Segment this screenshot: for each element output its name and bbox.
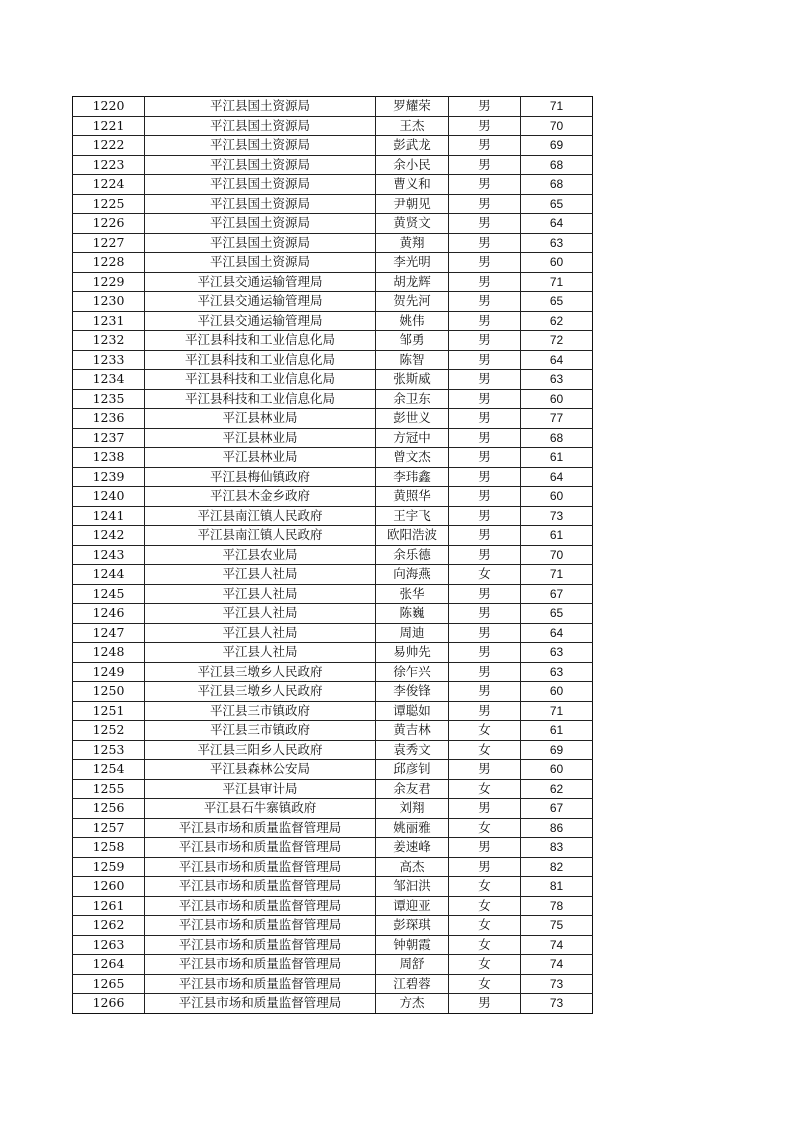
cell-score: 69	[521, 136, 593, 156]
cell-serial-number: 1241	[73, 506, 145, 526]
table-row	[73, 857, 593, 877]
cell-gender: 女	[449, 721, 521, 741]
table-row	[73, 643, 593, 663]
cell-serial-number: 1220	[73, 97, 145, 117]
cell-department: 平江县农业局	[145, 545, 376, 565]
cell-gender: 男	[449, 389, 521, 409]
cell-department: 平江县南江镇人民政府	[145, 526, 376, 546]
cell-gender: 男	[449, 584, 521, 604]
cell-gender: 女	[449, 916, 521, 936]
cell-score: 70	[521, 116, 593, 136]
table-row	[73, 214, 593, 234]
cell-serial-number: 1262	[73, 916, 145, 936]
cell-person-name: 姚伟	[376, 311, 449, 331]
cell-person-name: 罗耀荣	[376, 97, 449, 117]
cell-department: 平江县科技和工业信息化局	[145, 350, 376, 370]
cell-person-name: 张华	[376, 584, 449, 604]
cell-gender: 男	[449, 292, 521, 312]
cell-serial-number: 1224	[73, 175, 145, 195]
cell-serial-number: 1254	[73, 760, 145, 780]
cell-score: 83	[521, 838, 593, 858]
cell-person-name: 谭聪如	[376, 701, 449, 721]
cell-serial-number: 1264	[73, 955, 145, 975]
cell-score: 62	[521, 779, 593, 799]
table-row	[73, 233, 593, 253]
cell-gender: 男	[449, 662, 521, 682]
cell-department: 平江县市场和质量监督管理局	[145, 994, 376, 1014]
cell-gender: 男	[449, 331, 521, 351]
cell-department: 平江县国土资源局	[145, 116, 376, 136]
cell-serial-number: 1248	[73, 643, 145, 663]
cell-gender: 女	[449, 740, 521, 760]
cell-department: 平江县国土资源局	[145, 233, 376, 253]
cell-department: 平江县人社局	[145, 643, 376, 663]
cell-department: 平江县林业局	[145, 448, 376, 468]
cell-score: 74	[521, 935, 593, 955]
cell-score: 63	[521, 233, 593, 253]
cell-gender: 男	[449, 838, 521, 858]
cell-serial-number: 1257	[73, 818, 145, 838]
cell-score: 60	[521, 253, 593, 273]
cell-score: 65	[521, 292, 593, 312]
cell-score: 61	[521, 721, 593, 741]
cell-gender: 女	[449, 565, 521, 585]
cell-serial-number: 1223	[73, 155, 145, 175]
table-row	[73, 545, 593, 565]
cell-department: 平江县南江镇人民政府	[145, 506, 376, 526]
cell-gender: 男	[449, 526, 521, 546]
cell-person-name: 方杰	[376, 994, 449, 1014]
cell-person-name: 余卫东	[376, 389, 449, 409]
cell-gender: 男	[449, 760, 521, 780]
table-row	[73, 994, 593, 1014]
cell-person-name: 向海燕	[376, 565, 449, 585]
cell-department: 平江县国土资源局	[145, 155, 376, 175]
table-row	[73, 760, 593, 780]
cell-department: 平江县市场和质量监督管理局	[145, 857, 376, 877]
table-body	[73, 97, 593, 1014]
table-row	[73, 721, 593, 741]
cell-person-name: 邱彦钊	[376, 760, 449, 780]
candidate-score-table	[72, 96, 593, 1014]
table-row	[73, 194, 593, 214]
cell-person-name: 邹勇	[376, 331, 449, 351]
cell-serial-number: 1234	[73, 370, 145, 390]
cell-gender: 男	[449, 682, 521, 702]
cell-department: 平江县交通运输管理局	[145, 311, 376, 331]
cell-score: 68	[521, 175, 593, 195]
cell-serial-number: 1249	[73, 662, 145, 682]
cell-serial-number: 1235	[73, 389, 145, 409]
cell-serial-number: 1255	[73, 779, 145, 799]
table-row	[73, 448, 593, 468]
cell-serial-number: 1237	[73, 428, 145, 448]
table-row	[73, 370, 593, 390]
cell-serial-number: 1247	[73, 623, 145, 643]
cell-score: 81	[521, 877, 593, 897]
cell-score: 71	[521, 701, 593, 721]
cell-person-name: 贺先河	[376, 292, 449, 312]
cell-score: 77	[521, 409, 593, 429]
cell-person-name: 余乐德	[376, 545, 449, 565]
cell-department: 平江县木金乡政府	[145, 487, 376, 507]
table-row	[73, 604, 593, 624]
cell-score: 64	[521, 214, 593, 234]
cell-gender: 男	[449, 701, 521, 721]
cell-person-name: 钟朝霞	[376, 935, 449, 955]
cell-department: 平江县交通运输管理局	[145, 292, 376, 312]
cell-gender: 男	[449, 643, 521, 663]
cell-person-name: 谭迎亚	[376, 896, 449, 916]
cell-serial-number: 1245	[73, 584, 145, 604]
table-row	[73, 974, 593, 994]
cell-person-name: 黄吉林	[376, 721, 449, 741]
table-row	[73, 584, 593, 604]
cell-department: 平江县三墩乡人民政府	[145, 662, 376, 682]
cell-score: 72	[521, 331, 593, 351]
table-row	[73, 565, 593, 585]
table-row	[73, 331, 593, 351]
cell-score: 82	[521, 857, 593, 877]
cell-person-name: 彭武龙	[376, 136, 449, 156]
cell-serial-number: 1251	[73, 701, 145, 721]
cell-person-name: 黄照华	[376, 487, 449, 507]
cell-score: 68	[521, 155, 593, 175]
table-row	[73, 526, 593, 546]
cell-person-name: 刘翔	[376, 799, 449, 819]
cell-department: 平江县国土资源局	[145, 214, 376, 234]
cell-serial-number: 1260	[73, 877, 145, 897]
table-row	[73, 253, 593, 273]
cell-score: 71	[521, 272, 593, 292]
cell-department: 平江县梅仙镇政府	[145, 467, 376, 487]
table-row	[73, 838, 593, 858]
table-row	[73, 272, 593, 292]
cell-serial-number: 1233	[73, 350, 145, 370]
cell-serial-number: 1226	[73, 214, 145, 234]
cell-gender: 男	[449, 253, 521, 273]
cell-gender: 男	[449, 175, 521, 195]
cell-person-name: 李俊锋	[376, 682, 449, 702]
cell-department: 平江县林业局	[145, 409, 376, 429]
cell-gender: 女	[449, 818, 521, 838]
cell-department: 平江县三市镇政府	[145, 701, 376, 721]
table-row	[73, 682, 593, 702]
cell-score: 64	[521, 350, 593, 370]
cell-serial-number: 1244	[73, 565, 145, 585]
cell-person-name: 方冠中	[376, 428, 449, 448]
cell-person-name: 黄翔	[376, 233, 449, 253]
cell-serial-number: 1229	[73, 272, 145, 292]
cell-person-name: 姜速峰	[376, 838, 449, 858]
cell-department: 平江县交通运输管理局	[145, 272, 376, 292]
cell-score: 73	[521, 974, 593, 994]
cell-department: 平江县三市镇政府	[145, 721, 376, 741]
table-row	[73, 818, 593, 838]
cell-gender: 男	[449, 194, 521, 214]
cell-gender: 男	[449, 799, 521, 819]
table-row	[73, 701, 593, 721]
cell-score: 60	[521, 389, 593, 409]
cell-score: 64	[521, 623, 593, 643]
cell-department: 平江县市场和质量监督管理局	[145, 818, 376, 838]
cell-serial-number: 1230	[73, 292, 145, 312]
cell-serial-number: 1246	[73, 604, 145, 624]
cell-score: 86	[521, 818, 593, 838]
cell-score: 75	[521, 916, 593, 936]
cell-score: 63	[521, 370, 593, 390]
table-row	[73, 916, 593, 936]
cell-gender: 女	[449, 779, 521, 799]
cell-department: 平江县人社局	[145, 584, 376, 604]
cell-score: 78	[521, 896, 593, 916]
cell-department: 平江县国土资源局	[145, 194, 376, 214]
cell-score: 74	[521, 955, 593, 975]
cell-person-name: 黄贤文	[376, 214, 449, 234]
cell-serial-number: 1225	[73, 194, 145, 214]
cell-person-name: 袁秀文	[376, 740, 449, 760]
cell-score: 64	[521, 467, 593, 487]
cell-person-name: 余小民	[376, 155, 449, 175]
cell-gender: 男	[449, 448, 521, 468]
cell-person-name: 邹汩洪	[376, 877, 449, 897]
cell-score: 70	[521, 545, 593, 565]
table-row	[73, 487, 593, 507]
cell-department: 平江县森林公安局	[145, 760, 376, 780]
cell-serial-number: 1231	[73, 311, 145, 331]
cell-department: 平江县市场和质量监督管理局	[145, 974, 376, 994]
cell-person-name: 易帅先	[376, 643, 449, 663]
table-row	[73, 389, 593, 409]
cell-score: 60	[521, 760, 593, 780]
cell-serial-number: 1243	[73, 545, 145, 565]
cell-gender: 男	[449, 370, 521, 390]
cell-score: 73	[521, 994, 593, 1014]
cell-gender: 女	[449, 896, 521, 916]
cell-serial-number: 1266	[73, 994, 145, 1014]
table-row	[73, 97, 593, 117]
cell-score: 71	[521, 565, 593, 585]
cell-serial-number: 1263	[73, 935, 145, 955]
cell-department: 平江县市场和质量监督管理局	[145, 916, 376, 936]
cell-department: 平江县人社局	[145, 565, 376, 585]
cell-serial-number: 1253	[73, 740, 145, 760]
cell-person-name: 李光明	[376, 253, 449, 273]
cell-gender: 女	[449, 935, 521, 955]
cell-gender: 男	[449, 994, 521, 1014]
cell-gender: 男	[449, 272, 521, 292]
table-row	[73, 662, 593, 682]
cell-gender: 男	[449, 623, 521, 643]
cell-department: 平江县市场和质量监督管理局	[145, 955, 376, 975]
cell-person-name: 曾文杰	[376, 448, 449, 468]
cell-serial-number: 1222	[73, 136, 145, 156]
cell-gender: 男	[449, 604, 521, 624]
cell-gender: 男	[449, 350, 521, 370]
cell-serial-number: 1238	[73, 448, 145, 468]
cell-department: 平江县市场和质量监督管理局	[145, 935, 376, 955]
table-row	[73, 116, 593, 136]
cell-person-name: 王宇飞	[376, 506, 449, 526]
cell-serial-number: 1252	[73, 721, 145, 741]
cell-person-name: 陈巍	[376, 604, 449, 624]
cell-score: 67	[521, 584, 593, 604]
cell-department: 平江县科技和工业信息化局	[145, 331, 376, 351]
cell-gender: 男	[449, 311, 521, 331]
table-row	[73, 409, 593, 429]
table-row	[73, 350, 593, 370]
cell-score: 71	[521, 97, 593, 117]
cell-score: 73	[521, 506, 593, 526]
cell-gender: 男	[449, 487, 521, 507]
cell-person-name: 江碧蓉	[376, 974, 449, 994]
cell-gender: 男	[449, 409, 521, 429]
table-row	[73, 506, 593, 526]
cell-serial-number: 1227	[73, 233, 145, 253]
cell-score: 61	[521, 448, 593, 468]
cell-department: 平江县审计局	[145, 779, 376, 799]
cell-gender: 男	[449, 545, 521, 565]
cell-gender: 男	[449, 857, 521, 877]
table-row	[73, 175, 593, 195]
cell-department: 平江县国土资源局	[145, 136, 376, 156]
cell-score: 69	[521, 740, 593, 760]
cell-department: 平江县科技和工业信息化局	[145, 389, 376, 409]
cell-department: 平江县三阳乡人民政府	[145, 740, 376, 760]
cell-department: 平江县三墩乡人民政府	[145, 682, 376, 702]
table-row	[73, 877, 593, 897]
cell-department: 平江县国土资源局	[145, 97, 376, 117]
cell-serial-number: 1259	[73, 857, 145, 877]
cell-gender: 男	[449, 155, 521, 175]
cell-person-name: 陈智	[376, 350, 449, 370]
cell-person-name: 张斯威	[376, 370, 449, 390]
cell-serial-number: 1240	[73, 487, 145, 507]
cell-serial-number: 1228	[73, 253, 145, 273]
cell-person-name: 王杰	[376, 116, 449, 136]
table-row	[73, 623, 593, 643]
cell-score: 63	[521, 662, 593, 682]
table-row	[73, 779, 593, 799]
cell-department: 平江县国土资源局	[145, 175, 376, 195]
table-row	[73, 935, 593, 955]
cell-gender: 女	[449, 974, 521, 994]
cell-gender: 男	[449, 467, 521, 487]
cell-serial-number: 1242	[73, 526, 145, 546]
cell-serial-number: 1261	[73, 896, 145, 916]
cell-serial-number: 1239	[73, 467, 145, 487]
cell-department: 平江县科技和工业信息化局	[145, 370, 376, 390]
cell-serial-number: 1265	[73, 974, 145, 994]
cell-gender: 男	[449, 214, 521, 234]
cell-person-name: 高杰	[376, 857, 449, 877]
table-row	[73, 740, 593, 760]
cell-score: 60	[521, 682, 593, 702]
table-row	[73, 292, 593, 312]
cell-gender: 男	[449, 116, 521, 136]
table-row	[73, 896, 593, 916]
cell-serial-number: 1236	[73, 409, 145, 429]
cell-serial-number: 1250	[73, 682, 145, 702]
cell-score: 63	[521, 643, 593, 663]
cell-score: 62	[521, 311, 593, 331]
cell-score: 60	[521, 487, 593, 507]
cell-department: 平江县林业局	[145, 428, 376, 448]
table-row	[73, 467, 593, 487]
cell-gender: 男	[449, 136, 521, 156]
cell-score: 61	[521, 526, 593, 546]
table-row	[73, 136, 593, 156]
cell-person-name: 徐乍兴	[376, 662, 449, 682]
cell-person-name: 欧阳浩波	[376, 526, 449, 546]
table-row	[73, 428, 593, 448]
cell-serial-number: 1221	[73, 116, 145, 136]
cell-person-name: 周舒	[376, 955, 449, 975]
table-row	[73, 799, 593, 819]
cell-person-name: 曹义和	[376, 175, 449, 195]
cell-score: 65	[521, 604, 593, 624]
cell-department: 平江县国土资源局	[145, 253, 376, 273]
cell-person-name: 彭琛琪	[376, 916, 449, 936]
cell-person-name: 周迪	[376, 623, 449, 643]
table-row	[73, 311, 593, 331]
cell-person-name: 李玮鑫	[376, 467, 449, 487]
cell-gender: 男	[449, 233, 521, 253]
cell-gender: 男	[449, 97, 521, 117]
cell-person-name: 胡龙辉	[376, 272, 449, 292]
cell-serial-number: 1258	[73, 838, 145, 858]
cell-gender: 女	[449, 877, 521, 897]
cell-department: 平江县市场和质量监督管理局	[145, 877, 376, 897]
cell-gender: 女	[449, 955, 521, 975]
cell-person-name: 尹朝见	[376, 194, 449, 214]
cell-serial-number: 1256	[73, 799, 145, 819]
cell-department: 平江县市场和质量监督管理局	[145, 896, 376, 916]
cell-person-name: 余友君	[376, 779, 449, 799]
cell-gender: 男	[449, 428, 521, 448]
cell-person-name: 姚丽雅	[376, 818, 449, 838]
table-row	[73, 155, 593, 175]
cell-gender: 男	[449, 506, 521, 526]
cell-department: 平江县市场和质量监督管理局	[145, 838, 376, 858]
cell-department: 平江县人社局	[145, 623, 376, 643]
cell-score: 67	[521, 799, 593, 819]
cell-score: 65	[521, 194, 593, 214]
table-row	[73, 955, 593, 975]
cell-department: 平江县人社局	[145, 604, 376, 624]
cell-department: 平江县石牛寨镇政府	[145, 799, 376, 819]
cell-person-name: 彭世义	[376, 409, 449, 429]
cell-serial-number: 1232	[73, 331, 145, 351]
cell-score: 68	[521, 428, 593, 448]
